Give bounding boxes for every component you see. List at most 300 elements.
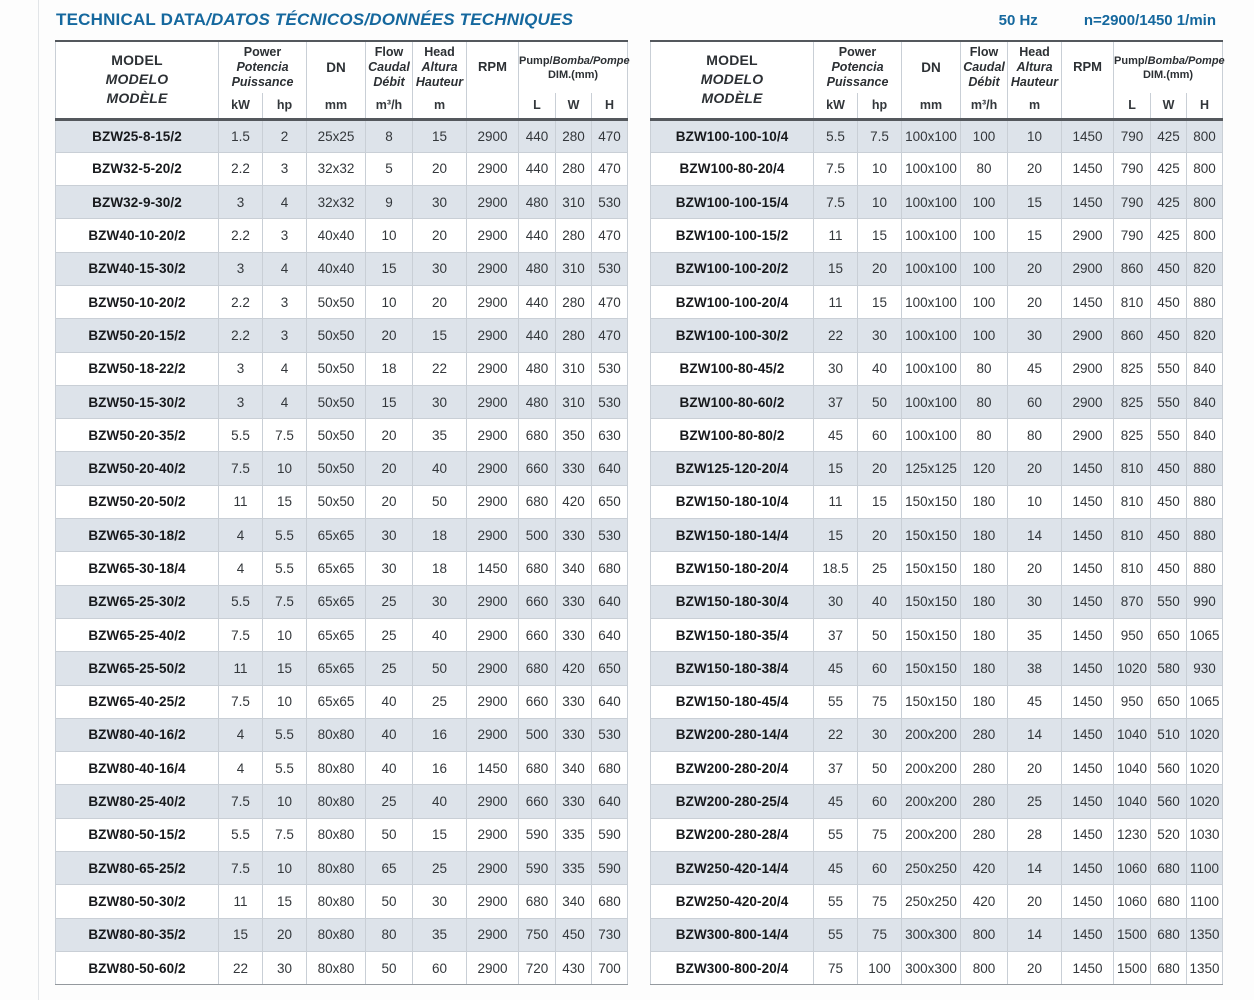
value-cell: 310 [556,385,592,418]
model-cell: BZW65-30-18/2 [56,519,219,552]
model-header-fr: MODÈLE [106,90,168,107]
table-row [651,219,1223,252]
value-cell: 15 [219,918,263,951]
model-cell: BZW32-5-20/2 [56,152,219,185]
value-cell: 840 [1187,385,1223,418]
value-cell: 25 [413,852,467,885]
value-cell: 38 [1008,652,1062,685]
value-cell: 9 [366,186,413,219]
model-cell: BZW125-120-20/4 [651,452,814,485]
value-cell: 32x32 [307,152,366,185]
value-cell: 50x50 [307,319,366,352]
right-table-body [651,119,1223,985]
value-cell: 60 [858,785,902,818]
value-cell: 280 [961,718,1008,751]
model-cell: BZW250-420-14/4 [651,852,814,885]
value-cell: 37 [814,752,858,785]
model-cell: BZW100-80-45/2 [651,352,814,385]
value-cell: 1020 [1187,752,1223,785]
value-cell: 40x40 [307,252,366,285]
value-cell: 80x80 [307,752,366,785]
head-column-header [1008,41,1062,93]
table-row [651,385,1223,418]
value-cell: 1450 [1062,652,1114,685]
value-cell: 1450 [1062,885,1114,918]
dimensions-column-header [519,41,628,93]
model-cell: BZW80-40-16/2 [56,718,219,751]
flow-unit-header: m³/h [961,93,1008,119]
value-cell: 800 [1187,219,1223,252]
value-cell: 80x80 [307,852,366,885]
value-cell: 7.5 [219,618,263,651]
value-cell: 1450 [1062,785,1114,818]
value-cell: 100 [961,252,1008,285]
dim-header-line2: DIM.(mm) [1142,68,1194,81]
value-cell: 5.5 [219,818,263,851]
table-row [56,285,628,318]
value-cell: 880 [1187,552,1223,585]
flow-unit-header: m³/h [366,93,413,119]
value-cell: 1450 [467,552,519,585]
table-row [651,918,1223,951]
value-cell: 4 [219,519,263,552]
head-header-es: Altura [421,60,458,74]
value-cell: 680 [592,885,628,918]
value-cell: 7.5 [219,452,263,485]
value-cell: 880 [1187,285,1223,318]
table-row [651,119,1223,152]
value-cell: 30 [413,385,467,418]
value-cell: 11 [814,285,858,318]
value-cell: 480 [519,186,556,219]
value-cell: 10 [263,618,307,651]
left-table-header [56,41,628,119]
page-title-main: TECHNICAL DATA [56,10,207,29]
value-cell: 28 [1008,818,1062,851]
model-header-en: MODEL [706,52,758,69]
model-cell: BZW150-180-38/4 [651,652,814,685]
value-cell: 40 [858,585,902,618]
model-cell: BZW80-50-15/2 [56,818,219,851]
value-cell: 1450 [1062,852,1114,885]
value-cell: 680 [519,885,556,918]
value-cell: 2900 [467,652,519,685]
value-cell: 680 [1151,918,1187,951]
model-cell: BZW200-280-28/4 [651,818,814,851]
value-cell: 10 [263,785,307,818]
value-cell: 20 [858,519,902,552]
table-row [651,618,1223,651]
value-cell: 200x200 [902,785,961,818]
value-cell: 18 [413,552,467,585]
value-cell: 100x100 [902,285,961,318]
value-cell: 2900 [1062,252,1114,285]
value-cell: 15 [366,252,413,285]
value-cell: 330 [556,519,592,552]
value-cell: 55 [814,818,858,851]
value-cell: 450 [1151,552,1187,585]
value-cell: 680 [519,652,556,685]
value-cell: 100x100 [902,419,961,452]
value-cell: 150x150 [902,618,961,651]
spec-summary [999,10,1216,29]
hp-unit-header: hp [858,93,902,119]
table-row [651,285,1223,318]
dn-column-header: DN [902,41,961,93]
value-cell: 880 [1187,452,1223,485]
value-cell: 20 [263,918,307,951]
value-cell: 40 [413,452,467,485]
value-cell: 25 [413,685,467,718]
value-cell: 1030 [1187,818,1223,851]
table-row [56,552,628,585]
value-cell: 590 [592,818,628,851]
value-cell: 75 [814,951,858,984]
value-cell: 55 [814,918,858,951]
value-cell: 80 [961,385,1008,418]
value-cell: 7.5 [814,186,858,219]
value-cell: 480 [519,385,556,418]
value-cell: 2900 [467,285,519,318]
value-cell: 800 [961,951,1008,984]
value-cell: 2900 [1062,219,1114,252]
page-title-translations: /DATOS TÉCNICOS/DONNÉES TECHNIQUES [206,10,574,29]
value-cell: 125x125 [902,452,961,485]
value-cell: 870 [1114,585,1151,618]
value-cell: 65x65 [307,519,366,552]
value-cell: 30 [814,352,858,385]
value-cell: 1350 [1187,918,1223,951]
value-cell: 440 [519,319,556,352]
model-cell: BZW50-15-30/2 [56,385,219,418]
value-cell: 100x100 [902,385,961,418]
value-cell: 180 [961,519,1008,552]
table-row [651,951,1223,984]
value-cell: 5.5 [814,119,858,152]
value-cell: 800 [961,918,1008,951]
value-cell: 32x32 [307,186,366,219]
value-cell: 470 [592,119,628,152]
value-cell: 100 [961,219,1008,252]
table-row [56,918,628,951]
value-cell: 1230 [1114,818,1151,851]
value-cell: 800 [1187,186,1223,219]
model-cell: BZW200-280-20/4 [651,752,814,785]
value-cell: 200x200 [902,718,961,751]
value-cell: 340 [556,552,592,585]
value-cell: 860 [1114,252,1151,285]
value-cell: 20 [858,252,902,285]
value-cell: 1450 [1062,519,1114,552]
value-cell: 16 [413,718,467,751]
model-cell: BZW25-8-15/2 [56,119,219,152]
value-cell: 3 [263,285,307,318]
value-cell: 680 [592,752,628,785]
value-cell: 660 [519,618,556,651]
value-cell: 810 [1114,452,1151,485]
value-cell: 640 [592,618,628,651]
value-cell: 10 [858,152,902,185]
head-header-en: Head [424,45,455,59]
value-cell: 425 [1151,219,1187,252]
table-row [651,419,1223,452]
value-cell: 35 [413,419,467,452]
value-cell: 30 [366,552,413,585]
value-cell: 560 [1151,752,1187,785]
value-cell: 80 [366,918,413,951]
model-cell: BZW200-280-25/4 [651,785,814,818]
table-row [651,685,1223,718]
value-cell: 100x100 [902,186,961,219]
value-cell: 950 [1114,618,1151,651]
table-row [651,186,1223,219]
value-cell: 1020 [1187,718,1223,751]
value-cell: 100x100 [902,319,961,352]
table-row [651,885,1223,918]
value-cell: 100 [961,319,1008,352]
value-cell: 1020 [1187,785,1223,818]
value-cell: 40 [366,685,413,718]
value-cell: 100x100 [902,119,961,152]
value-cell: 280 [556,219,592,252]
value-cell: 300x300 [902,918,961,951]
left-table-body [56,119,628,985]
model-column-header [56,41,219,119]
value-cell: 335 [556,818,592,851]
value-cell: 730 [592,918,628,951]
value-cell: 100x100 [902,219,961,252]
value-cell: 30 [413,186,467,219]
value-cell: 20 [413,219,467,252]
table-row [56,951,628,984]
value-cell: 280 [961,785,1008,818]
value-cell: 640 [592,685,628,718]
table-row [651,718,1223,751]
value-cell: 420 [556,485,592,518]
value-cell: 4 [263,252,307,285]
value-cell: 825 [1114,385,1151,418]
value-cell: 20 [366,485,413,518]
value-cell: 100 [961,119,1008,152]
model-cell: BZW100-100-30/2 [651,319,814,352]
value-cell: 420 [556,652,592,685]
value-cell: 2 [263,119,307,152]
value-cell: 15 [366,385,413,418]
value-cell: 660 [519,685,556,718]
value-cell: 25 [858,552,902,585]
power-header-es: Potencia [236,60,289,74]
value-cell: 530 [592,352,628,385]
value-cell: 1450 [1062,152,1114,185]
value-cell: 450 [1151,452,1187,485]
value-cell: 2900 [467,186,519,219]
value-cell: 150x150 [902,552,961,585]
value-cell: 440 [519,219,556,252]
value-cell: 590 [592,852,628,885]
kw-unit-header: kW [219,93,263,119]
value-cell: 2900 [467,219,519,252]
value-cell: 630 [592,419,628,452]
value-cell: 15 [413,119,467,152]
flow-header-en: Flow [374,45,404,59]
value-cell: 530 [592,186,628,219]
value-cell: 8 [366,119,413,152]
value-cell: 425 [1151,119,1187,152]
value-cell: 80x80 [307,718,366,751]
value-cell: 22 [413,352,467,385]
table-row [56,219,628,252]
value-cell: 3 [219,252,263,285]
value-cell: 10 [263,852,307,885]
right-table-header [651,41,1223,119]
value-cell: 530 [592,718,628,751]
value-cell: 660 [519,785,556,818]
value-cell: 10 [366,285,413,318]
value-cell: 2900 [467,119,519,152]
flow-column-header [961,41,1008,93]
head-column-header [413,41,467,93]
value-cell: 590 [519,818,556,851]
value-cell: 1450 [1062,285,1114,318]
value-cell: 20 [1008,951,1062,984]
table-row [56,385,628,418]
value-cell: 950 [1114,685,1151,718]
table-row [56,752,628,785]
value-cell: 11 [814,219,858,252]
value-cell: 680 [519,419,556,452]
value-cell: 15 [814,252,858,285]
model-cell: BZW150-180-35/4 [651,618,814,651]
frequency-label: 50 Hz [998,12,1038,29]
value-cell: 560 [1151,785,1187,818]
height-unit-header: H [1187,93,1223,119]
value-cell: 50 [858,618,902,651]
value-cell: 60 [858,419,902,452]
value-cell: 330 [556,718,592,751]
value-cell: 450 [1151,285,1187,318]
value-cell: 180 [961,618,1008,651]
value-cell: 25 [366,652,413,685]
value-cell: 100 [961,285,1008,318]
value-cell: 510 [1151,718,1187,751]
value-cell: 15 [263,885,307,918]
power-header-fr: Puissance [231,75,294,89]
model-cell: BZW100-100-15/4 [651,186,814,219]
value-cell: 1450 [1062,186,1114,219]
value-cell: 470 [592,319,628,352]
value-cell: 550 [1151,352,1187,385]
value-cell: 30 [413,585,467,618]
value-cell: 1040 [1114,752,1151,785]
value-cell: 1450 [1062,585,1114,618]
model-cell: BZW300-800-14/4 [651,918,814,951]
value-cell: 790 [1114,219,1151,252]
value-cell: 640 [592,585,628,618]
value-cell: 590 [519,852,556,885]
value-cell: 2900 [467,852,519,885]
power-header-fr: Puissance [826,75,889,89]
model-cell: BZW80-50-30/2 [56,885,219,918]
value-cell: 60 [858,652,902,685]
value-cell: 2900 [467,385,519,418]
head-header-fr: Hauteur [415,75,464,89]
value-cell: 500 [519,718,556,751]
value-cell: 2900 [467,885,519,918]
value-cell: 280 [556,152,592,185]
value-cell: 2900 [1062,352,1114,385]
dn-column-header: DN [307,41,366,93]
value-cell: 930 [1187,652,1223,685]
value-cell: 30 [858,319,902,352]
value-cell: 440 [519,285,556,318]
model-header-es: MODELO [105,71,169,88]
value-cell: 15 [858,219,902,252]
value-cell: 60 [858,852,902,885]
value-cell: 11 [814,485,858,518]
value-cell: 2.2 [219,152,263,185]
model-column-header [651,41,814,119]
value-cell: 2900 [467,918,519,951]
value-cell: 300x300 [902,951,961,984]
model-header-es: MODELO [700,71,764,88]
value-cell: 60 [413,951,467,984]
value-cell: 30 [814,585,858,618]
value-cell: 1100 [1187,885,1223,918]
value-cell: 20 [366,419,413,452]
value-cell: 150x150 [902,485,961,518]
table-row [56,519,628,552]
value-cell: 20 [1008,285,1062,318]
value-cell: 650 [592,652,628,685]
value-cell: 180 [961,552,1008,585]
head-unit-header: m [1008,93,1062,119]
value-cell: 500 [519,519,556,552]
value-cell: 680 [1151,951,1187,984]
value-cell: 45 [814,852,858,885]
value-cell: 45 [1008,352,1062,385]
table-row [56,452,628,485]
right-table [650,40,1223,985]
value-cell: 7.5 [219,852,263,885]
value-cell: 1500 [1114,951,1151,984]
value-cell: 530 [592,385,628,418]
value-cell: 1450 [1062,618,1114,651]
value-cell: 520 [1151,818,1187,851]
power-column-header [219,41,307,93]
value-cell: 250x250 [902,885,961,918]
value-cell: 2900 [1062,319,1114,352]
value-cell: 450 [1151,319,1187,352]
model-cell: BZW80-80-35/2 [56,918,219,951]
value-cell: 10 [263,452,307,485]
value-cell: 50x50 [307,485,366,518]
value-cell: 470 [592,219,628,252]
value-cell: 340 [556,752,592,785]
value-cell: 1350 [1187,951,1223,984]
value-cell: 50 [366,951,413,984]
value-cell: 650 [592,485,628,518]
value-cell: 40 [366,752,413,785]
value-cell: 10 [1008,119,1062,152]
value-cell: 5.5 [263,519,307,552]
value-cell: 65x65 [307,618,366,651]
value-cell: 45 [814,419,858,452]
table-row [56,419,628,452]
flow-header-fr: Débit [968,75,1000,89]
value-cell: 7.5 [263,818,307,851]
value-cell: 4 [219,752,263,785]
value-cell: 335 [556,852,592,885]
